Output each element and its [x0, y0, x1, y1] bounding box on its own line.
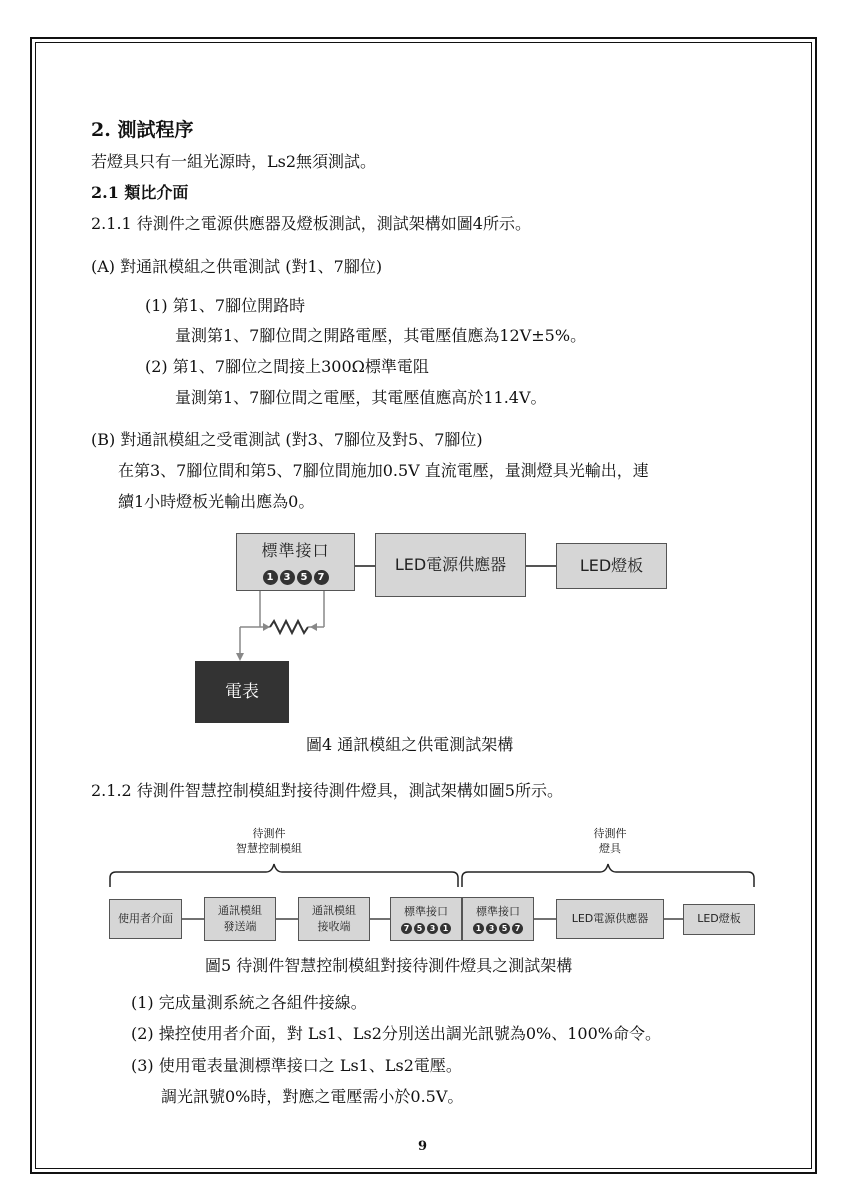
comm-tx-label-1: 通訊模組	[218, 904, 262, 917]
pin-row-b	[463, 921, 533, 934]
user-interface-box: 使用者介面	[109, 899, 182, 939]
section-title: 2. 測試程序	[91, 119, 194, 141]
item-a2: (2) 第1、7腳位之間接上300Ω標準電阻	[145, 357, 429, 376]
standard-port-label: 標準接口	[261, 541, 330, 560]
comm-tx-label-2: 發送端	[223, 920, 257, 933]
meter-box: 電表	[195, 661, 289, 723]
step-3-desc: 調光訊號0%時，對應之電壓需小於0.5V。	[161, 1087, 464, 1106]
subsection-title: 2.1 類比介面	[91, 183, 189, 202]
led-psu-box: LED電源供應器	[375, 533, 526, 597]
intro-text: 若燈具只有一組光源時，Ls2無須測試。	[91, 152, 377, 171]
item-b-desc-2: 續1小時燈板光輸出應為0。	[118, 492, 315, 511]
step-2: (2) 操控使用者介面，對 Ls1、Ls2分別送出調光訊號為0%、100%命令。	[131, 1024, 661, 1043]
standard-port-a-label: 標準接口	[404, 905, 448, 918]
pin-3: 3	[280, 570, 295, 585]
comm-rx-box	[298, 897, 370, 941]
item-a-title: (A) 對通訊模組之供電測試 (對1、7腳位)	[91, 257, 383, 276]
figure-5-caption: 圖5 待測件智慧控制模組對接待測件燈具之測試架構	[205, 956, 573, 975]
item-b-title: (B) 對通訊模組之受電測試 (對3、7腳位及對5、7腳位)	[91, 430, 483, 449]
group1-label-2: 智慧控制模組	[236, 842, 302, 855]
group2-label-1: 待測件	[593, 827, 627, 840]
pin-1: 1	[263, 570, 278, 585]
item-b-desc-1: 在第3、7腳位間和第5、7腳位間施加0.5V 直流電壓，量測燈具光輸出，連	[118, 461, 649, 480]
pin-a-5: 5	[414, 923, 425, 934]
standard-port-b-label: 標準接口	[476, 905, 520, 918]
group2-label-2: 燈具	[599, 842, 621, 855]
comm-tx-box	[204, 897, 276, 941]
pin-b-1: 1	[473, 923, 484, 934]
standard-port-a-box	[390, 897, 462, 941]
figure-4-caption: 圖4 通訊模組之供電測試架構	[306, 735, 514, 754]
para-2-1-2: 2.1.2 待測件智慧控制模組對接待測件燈具，測試架構如圖5所示。	[91, 781, 563, 800]
comm-rx-label-1: 通訊模組	[312, 904, 356, 917]
pin-a-3: 3	[427, 923, 438, 934]
pin-5: 5	[297, 570, 312, 585]
item-a2-desc: 量測第1、7腳位間之電壓，其電壓值應高於11.4V。	[175, 388, 547, 407]
step-1: (1) 完成量測系統之各組件接線。	[131, 993, 367, 1012]
standard-port-b-box	[462, 897, 534, 941]
led-psu-box-2: LED電源供應器	[556, 899, 664, 939]
pin-row-a	[391, 921, 461, 934]
page-number: 9	[417, 1139, 428, 1154]
pin-a-7: 7	[401, 923, 412, 934]
pin-b-5: 5	[499, 923, 510, 934]
comm-rx-label-2: 接收端	[317, 920, 351, 933]
led-panel-box: LED燈板	[556, 543, 667, 589]
pin-b-3: 3	[486, 923, 497, 934]
item-a1-desc: 量測第1、7腳位間之開路電壓，其電壓值應為12V±5%。	[175, 326, 587, 345]
group1-label-1: 待測件	[252, 827, 286, 840]
step-3: (3) 使用電表量測標準接口之 Ls1、Ls2電壓。	[131, 1056, 462, 1075]
pin-7: 7	[314, 570, 329, 585]
para-2-1-1: 2.1.1 待測件之電源供應器及燈板測試，測試架構如圖4所示。	[91, 214, 531, 233]
item-a1: (1) 第1、7腳位開路時	[145, 296, 306, 315]
pin-b-7: 7	[512, 923, 523, 934]
pin-a-1: 1	[440, 923, 451, 934]
led-panel-box-2: LED燈板	[683, 904, 755, 935]
